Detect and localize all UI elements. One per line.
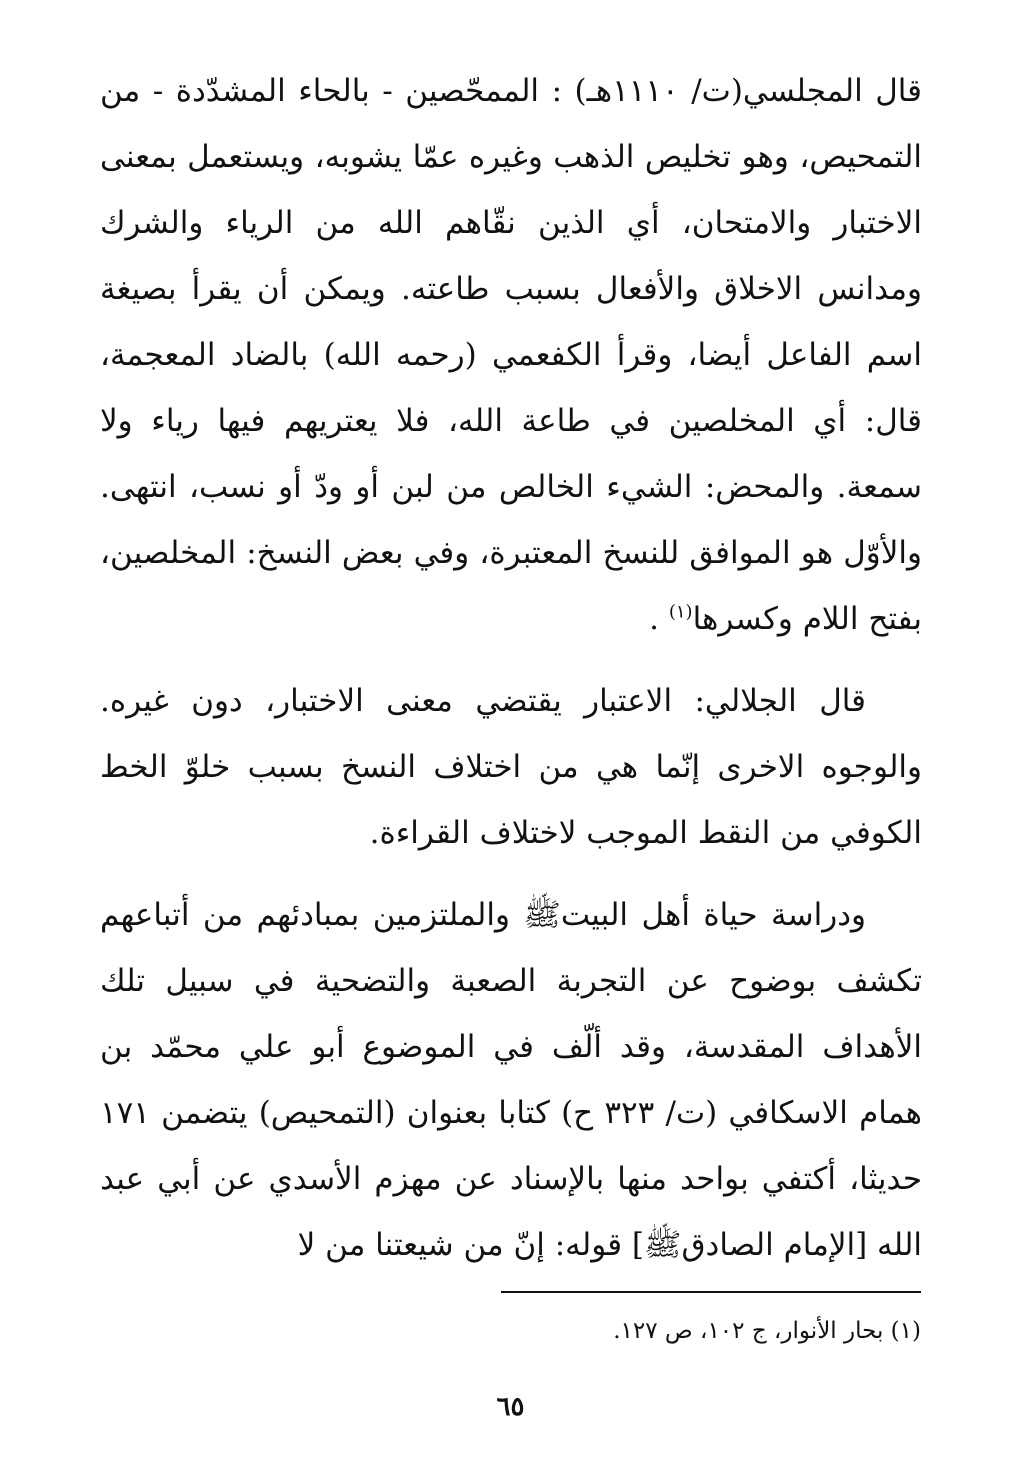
footnote-reference[interactable]: (١) [668, 601, 693, 623]
paragraph-3: ودراسة حياة أهل البيتﷺ والملتزمين بمبادئهم من أتباعهم تكشف بوضوح عن التجربة الصعبة والتضحية في سبيل تلك الأهداف المقدسة، وقد ألّف في الموضوع أبو علي محمّد بن همام الاسكافي (ت/ ٣٢٣ ح) كتابا بعنوان (التمحيص) يتضمن ١٧١ حديثا، أكتفي بواحد منها بالإسناد عن مهزم الأسدي عن أبي عبد الله [الإمام الصادقﷺ] قوله: إنّ من شيعتنا من لا [100, 897, 922, 1263]
page-body [100, 58, 922, 1278]
paragraph-2: قال الجلالي: الاعتبار يقتضي معنى الاختبار، دون غيره. والوجوه الاخرى إنّما هي من اختلاف النسخ بسبب خلوّ الخط الكوفي من النقط الموجب لاختلاف القراءة. [100, 683, 922, 851]
page-number: ٦٥ [496, 1392, 525, 1422]
paragraph-1 [100, 58, 922, 652]
footnote-separator [501, 1291, 921, 1293]
paragraph-1-text: قال المجلسي(ت/ ١١١٠هـ) : الممحّصين - بالحاء المشدّدة - من التمحيص، وهو تخليص الذهب وغيره عمّا يشوبه، ويستعمل بمعنى الاختبار والامتحان، أي الذين نقّاهم الله من الرياء والشرك ومدانس الاخلاق والأفعال بسبب طاعته. ويمكن أن يقرأ بصيغة اسم الفاعل أيضا، وقرأ الكفعمي (رحمه الله) بالضاد المعجمة، قال: أي المخلصين في طاعة الله، فلا يعتريهم فيها رياء ولا سمعة. والمحض: الشيء الخالص من لبن أو ودّ أو نسب، انتهى. والأوّل هو الموافق للنسخ المعتبرة، وفي بعض النسخ: المخلصين، بفتح اللام وكسرها [100, 73, 922, 637]
paragraph-1-end: . [649, 601, 669, 637]
footnote-text: (١) بحار الأنوار، ج ١٠٢، ص ١٢٧. [613, 1318, 921, 1344]
